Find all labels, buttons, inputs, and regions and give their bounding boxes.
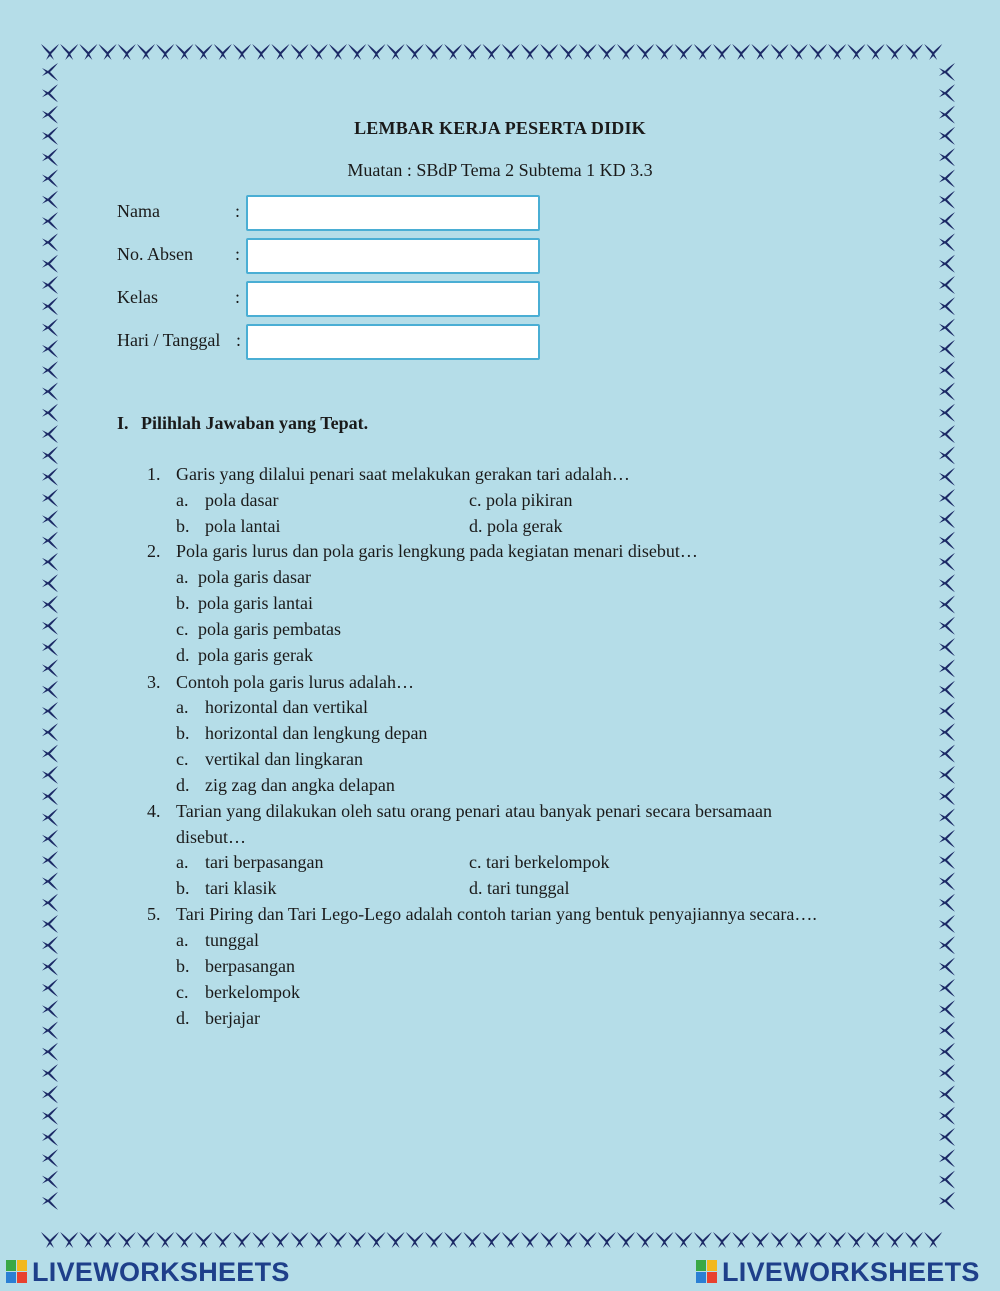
bird-ornament [939,936,955,954]
option-text: zig zag dan angka delapan [205,775,395,795]
field-label: Hari / Tanggal [117,330,221,350]
bird-ornament [939,1000,955,1018]
option-text: pola garis pembatas [198,619,341,639]
bird-ornament [42,596,58,614]
option-letter: d. [176,645,190,665]
field-label: Kelas [117,287,158,307]
bird-ornament [790,1232,808,1248]
question-number: 4. [147,801,161,821]
bird-ornament [42,532,58,550]
option-letter: d. [176,1008,190,1028]
bird-ornament [939,489,955,507]
bird-ornament [939,233,955,251]
option-letter: a. [176,852,189,872]
bird-ornament [939,851,955,869]
question-text: Tari Piring dan Tari Lego-Lego adalah contoh tarian yang bentuk penyajiannya secara…. [176,904,817,924]
option-letter: c. [176,982,189,1002]
bird-ornament [42,489,58,507]
bird-ornament [939,84,955,102]
bird-ornament [559,44,577,60]
bird-ornament [42,297,58,315]
bird-ornament [939,191,955,209]
bird-ornament [42,446,58,464]
option-4c[interactable] [469,852,609,873]
bird-ornament [42,979,58,997]
bird-ornament [694,1232,712,1248]
option-letter: d. [469,878,483,898]
bird-ornament [939,830,955,848]
question-text-continued: disebut… [176,827,246,847]
bird-ornament [559,1232,577,1248]
bird-ornament [42,1192,58,1210]
bird-ornament [137,44,155,60]
bird-ornament [939,1192,955,1210]
bird-ornament [329,44,347,60]
option-text: pola garis lantai [198,593,313,613]
bird-ornament [655,44,673,60]
bird-ornament [939,425,955,443]
bird-ornament [939,787,955,805]
question-text: Pola garis lurus dan pola garis lengkung pada kegiatan menari disebut… [176,541,698,561]
field-label: No. Absen [117,244,193,264]
bird-ornament [42,510,58,528]
bird-ornament [42,1000,58,1018]
option-text: pola dasar [205,490,279,510]
bird-ornament [939,596,955,614]
bird-ornament [939,1022,955,1040]
bird-ornament [42,1022,58,1040]
bird-ornament [42,425,58,443]
bird-ornament [905,1232,923,1248]
bird-ornament [42,638,58,656]
bird-ornament [137,1232,155,1248]
option-letter: b. [176,878,190,898]
bird-ornament [233,1232,251,1248]
bird-ornament [233,44,251,60]
bird-ornament [939,809,955,827]
bird-ornament [939,1107,955,1125]
option-letter: c. [469,852,482,872]
bird-ornament [214,44,232,60]
bird-ornament [195,44,213,60]
bird-ornament [387,44,405,60]
bird-ornament [310,1232,328,1248]
bird-ornament [939,723,955,741]
bird-ornament [713,44,731,60]
bird-ornament [483,1232,501,1248]
bird-ornament [867,1232,885,1248]
bird-ornament [939,361,955,379]
bird-ornament [939,553,955,571]
bird-ornament [425,1232,443,1248]
bird-ornament [939,872,955,890]
bird-ornament [751,44,769,60]
bird-ornament [310,44,328,60]
bird-ornament [42,340,58,358]
question-number: 1. [147,464,161,484]
bird-ornament [809,44,827,60]
liveworksheets-logo-right [696,1256,996,1288]
bird-ornament [348,44,366,60]
bird-ornament [42,915,58,933]
option-1c[interactable] [469,490,572,511]
bird-ornament [195,1232,213,1248]
option-text: berjajar [205,1008,260,1028]
bird-ornament [828,44,846,60]
bird-ornament [42,319,58,337]
bird-ornament [939,383,955,401]
field-colon: : [235,201,241,221]
bird-ornament [214,1232,232,1248]
bird-ornament [939,297,955,315]
option-text: berkelompok [205,982,300,1002]
bird-ornament [939,340,955,358]
bird-ornament [939,681,955,699]
bird-ornament [42,766,58,784]
bird-ornament [329,1232,347,1248]
bird-ornament [809,1232,827,1248]
bird-ornament [771,1232,789,1248]
bird-ornament [939,446,955,464]
bird-ornament [42,702,58,720]
bird-ornament [425,44,443,60]
bird-ornament [502,44,520,60]
bird-ornament [42,404,58,422]
option-letter: a. [176,490,189,510]
option-text: vertikal dan lingkaran [205,749,363,769]
option-letter: b. [176,723,190,743]
bird-ornament [42,276,58,294]
liveworksheets-badge-icon [696,1260,718,1284]
bird-ornament [924,1232,942,1248]
bird-ornament [939,319,955,337]
bird-ornament [939,276,955,294]
option-text: tari tunggal [487,878,570,898]
question-text: Contoh pola garis lurus adalah… [176,672,414,692]
bird-ornament [118,44,136,60]
option-letter: c. [176,749,189,769]
bird-ornament [939,702,955,720]
bird-ornament [939,1171,955,1189]
bird-ornament [540,1232,558,1248]
option-letter: a. [176,697,189,717]
bird-ornament [367,1232,385,1248]
question-text: Garis yang dilalui penari saat melakukan gerakan tari adalah… [176,464,630,484]
bird-ornament [939,212,955,230]
bird-ornament [42,958,58,976]
option-letter: a. [176,930,189,950]
bird-ornament [291,1232,309,1248]
bird-ornament [42,1149,58,1167]
question-number: 2. [147,541,161,561]
bird-ornament [939,659,955,677]
bird-ornament [42,1171,58,1189]
bird-ornament [939,766,955,784]
bird-ornament [42,681,58,699]
kelas-input[interactable] [246,281,540,317]
logo-text: LIVEWORKSHEETS [32,1257,290,1287]
bird-ornament [732,44,750,60]
bird-ornament [939,1043,955,1061]
option-text: berpasangan [205,956,295,976]
bird-ornament [636,44,654,60]
bird-ornament [939,1128,955,1146]
bird-ornament [156,1232,174,1248]
bird-ornament [939,404,955,422]
bird-ornament [444,44,462,60]
option-text: pola lantai [205,516,281,536]
option-letter: c. [469,490,482,510]
bird-ornament [713,1232,731,1248]
bird-ornament [41,44,59,60]
bird-ornament [905,44,923,60]
question-text: Tarian yang dilakukan oleh satu orang penari atau banyak penari secara bersamaan [176,801,772,821]
bird-ornament [847,44,865,60]
option-letter: d. [176,775,190,795]
field-colon: : [236,330,242,350]
bird-ornament [406,44,424,60]
option-text: tari klasik [205,878,277,898]
option-text: pola gerak [487,516,563,536]
bird-ornament [271,44,289,60]
bird-ornament [291,44,309,60]
bird-ornament [42,872,58,890]
bird-ornament [79,44,97,60]
bird-ornament [41,1232,59,1248]
bird-ornament [939,638,955,656]
bird-ornament [42,553,58,571]
bird-ornament [939,532,955,550]
bird-ornament [886,1232,904,1248]
bird-ornament [60,44,78,60]
bird-ornament [540,44,558,60]
bird-ornament [521,1232,539,1248]
bird-ornament [617,1232,635,1248]
no-absen-input[interactable] [246,238,540,274]
bird-ornament [42,574,58,592]
bird-ornament [42,233,58,251]
liveworksheets-logo-left [6,1256,290,1288]
option-text: tari berpasangan [205,852,324,872]
bird-ornament [939,958,955,976]
option-text: pola garis gerak [198,645,313,665]
bird-ornament [939,1149,955,1167]
option-text: pola garis dasar [198,567,311,587]
bird-ornament [42,1107,58,1125]
bird-ornament [939,468,955,486]
option-letter: b. [176,956,190,976]
worksheet-title: LEMBAR KERJA PESERTA DIDIK [354,118,646,138]
option-text: horizontal dan lengkung depan [205,723,428,743]
bird-ornament [42,191,58,209]
option-letter: b. [176,593,190,613]
bird-ornament [387,1232,405,1248]
bird-ornament [939,1064,955,1082]
bird-ornament [655,1232,673,1248]
bird-ornament [694,44,712,60]
bird-ornament [367,44,385,60]
section-title: Pilihlah Jawaban yang Tepat. [141,413,369,433]
bird-ornament [79,1232,97,1248]
bird-ornament [828,1232,846,1248]
logo-text: LIVEWORKSHEETS [722,1257,980,1287]
bird-ornament [348,1232,366,1248]
bird-ornament [636,1232,654,1248]
field-label: Nama [117,201,160,221]
option-text: tunggal [205,930,259,950]
section-number: I. [117,413,129,433]
bird-ornament [175,1232,193,1248]
option-text: pola pikiran [486,490,573,510]
bird-ornament [939,894,955,912]
worksheet-subtitle: Muatan : SBdP Tema 2 Subtema 1 KD 3.3 [347,160,653,180]
bird-ornament [42,1064,58,1082]
bird-ornament [939,617,955,635]
bird-ornament [939,63,955,81]
option-letter: a. [176,567,189,587]
bird-ornament [732,1232,750,1248]
option-letter: d. [469,516,483,536]
nama-input[interactable] [246,195,540,231]
bird-ornament [175,44,193,60]
bird-ornament [42,63,58,81]
bird-ornament [271,1232,289,1248]
hari-tanggal-input[interactable] [246,324,540,360]
bird-ornament [867,44,885,60]
bird-ornament [42,830,58,848]
bird-ornament [939,255,955,273]
bird-ornament [483,44,501,60]
liveworksheets-badge-icon [6,1260,28,1284]
bird-ornament [939,1085,955,1103]
bird-ornament [579,1232,597,1248]
bird-ornament [42,723,58,741]
bird-ornament [99,1232,117,1248]
bird-ornament [790,44,808,60]
bird-ornament [42,468,58,486]
bird-ornament [771,44,789,60]
question-number: 5. [147,904,161,924]
option-letter: b. [176,516,190,536]
bird-ornament [42,617,58,635]
bird-ornament [521,44,539,60]
bird-ornament [939,574,955,592]
bird-ornament [42,1085,58,1103]
question-number: 3. [147,672,161,692]
bird-ornament [42,659,58,677]
bird-ornament [924,44,942,60]
bird-ornament [444,1232,462,1248]
bird-ornament [886,44,904,60]
bird-ornament [118,1232,136,1248]
option-text: tari berkelompok [486,852,610,872]
bird-ornament [939,915,955,933]
bird-ornament [99,44,117,60]
bird-ornament [463,1232,481,1248]
bird-ornament [252,44,270,60]
bird-ornament [675,1232,693,1248]
bird-ornament [42,787,58,805]
bird-ornament [751,1232,769,1248]
field-colon: : [235,244,241,264]
field-colon: : [235,287,241,307]
bird-ornament [42,383,58,401]
bird-ornament [42,936,58,954]
option-1d[interactable] [469,516,562,537]
bird-ornament [42,745,58,763]
bird-ornament [42,212,58,230]
option-letter: c. [176,619,189,639]
bird-ornament [42,255,58,273]
option-text: horizontal dan vertikal [205,697,368,717]
bird-ornament [579,44,597,60]
bird-ornament [939,510,955,528]
bird-ornament [463,44,481,60]
bird-ornament [42,809,58,827]
bird-ornament [406,1232,424,1248]
bird-ornament [60,1232,78,1248]
bird-ornament [598,44,616,60]
bird-ornament [42,894,58,912]
bird-ornament [617,44,635,60]
bird-ornament [42,1128,58,1146]
bird-ornament [939,745,955,763]
option-4d[interactable] [469,878,569,899]
bird-ornament [847,1232,865,1248]
section-heading [117,413,368,434]
bird-ornament [156,44,174,60]
bird-ornament [939,979,955,997]
bird-ornament [252,1232,270,1248]
bird-ornament [598,1232,616,1248]
bird-ornament [42,1043,58,1061]
bird-ornament [42,361,58,379]
bird-ornament [675,44,693,60]
bird-ornament [42,84,58,102]
bird-ornament [42,851,58,869]
bird-ornament [502,1232,520,1248]
